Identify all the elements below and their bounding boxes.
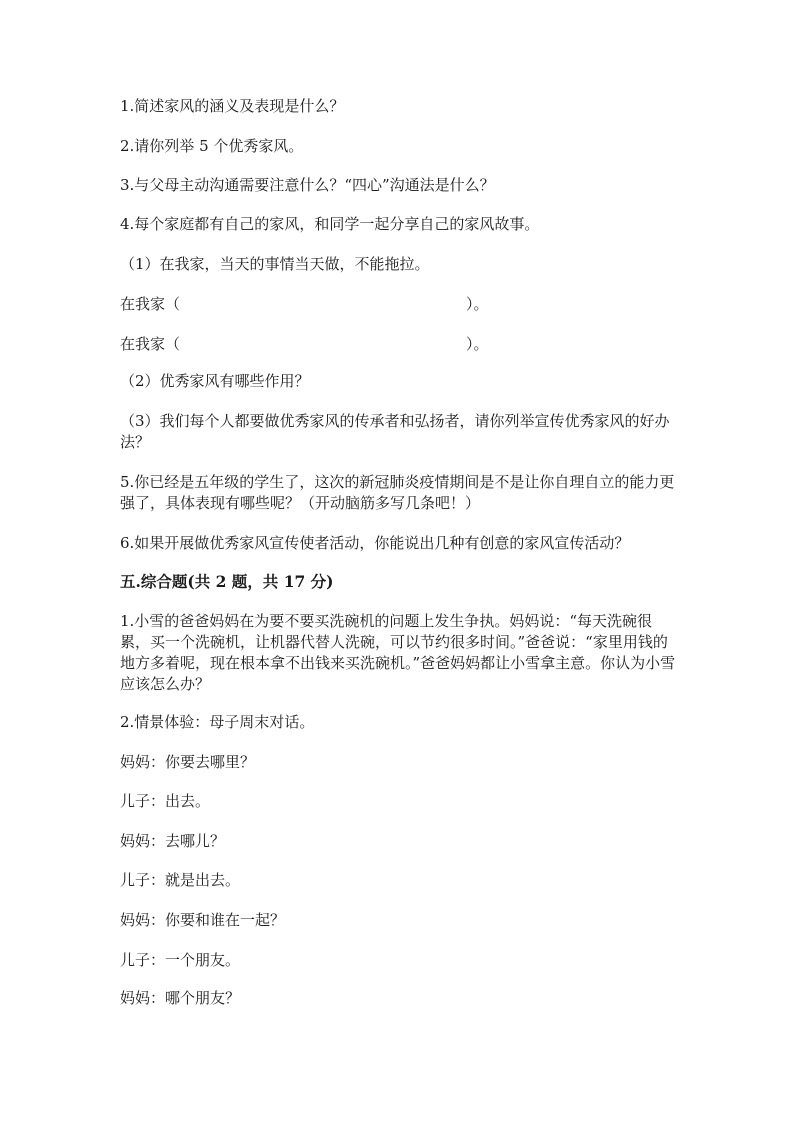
fill-blank-2-prefix: 在我家（: [120, 335, 181, 353]
question-4-3: 3.与父母主动沟通需要注意什么？“四心”沟通法是什么？: [120, 176, 495, 194]
dialogue-line: 儿子：就是出去。: [120, 871, 241, 889]
question-4-4-sub1: （1）在我家，当天的事情当天做，不能拖拉。: [120, 255, 430, 273]
question-4-4-sub3: （3）我们每个人都要做优秀家风的传承者和弘扬者，请你列举宣传优秀家风的好办法？: [120, 412, 670, 451]
question-4-4-sub2: （2）优秀家风有哪些作用？: [120, 372, 310, 390]
question-4-5: 5.你已经是五年级的学生了，这次的新冠肺炎疫情期间是不是让你自理自立的能力更强了，具体表现有哪些呢？（开动脑筋多写几条吧！）: [120, 473, 675, 512]
fill-blank-2-suffix: ）。: [466, 335, 489, 353]
question-4-2: 2.请你列举 5 个优秀家风。: [120, 137, 304, 155]
fill-blank-1-prefix: 在我家（: [120, 295, 181, 313]
dialogue-line: 妈妈：去哪儿？: [120, 832, 226, 850]
question-5-1: 1.小雪的爸爸妈妈在为要不要买洗碗机的问题上发生争执。妈妈说：“每天洗碗很累，买一个洗碗机，让机器代替人洗碗，可以节约很多时间。”爸爸说：“家里用钱的地方多着呢，现在根本拿不出钱来买洗碗机。”爸爸妈妈都让小雪拿主意。你认为小雪应该怎么办？: [120, 612, 676, 693]
section-5-heading: 五.综合题(共 2 题，共 17 分): [120, 572, 334, 591]
dialogue-line: 儿子：出去。: [120, 792, 211, 810]
dialogue-line: 妈妈：你要和谁在一起？: [120, 911, 286, 929]
fill-blank-1-suffix: ）。: [466, 295, 489, 313]
question-4-6: 6.如果开展做优秀家风宣传使者活动，你能说出几种有创意的家风宣传活动？: [120, 534, 630, 552]
question-4-4: 4.每个家庭都有自己的家风，和同学一起分享自己的家风故事。: [120, 215, 540, 233]
dialogue-line: 儿子：一个朋友。: [120, 951, 241, 969]
question-4-1: 1.简述家风的涵义及表现是什么？: [120, 97, 345, 115]
dialogue-line: 妈妈：哪个朋友？: [120, 989, 241, 1007]
dialogue-line: 妈妈：你要去哪里？: [120, 753, 256, 771]
question-5-2: 2.情景体验：母子周末对话。: [120, 713, 315, 731]
